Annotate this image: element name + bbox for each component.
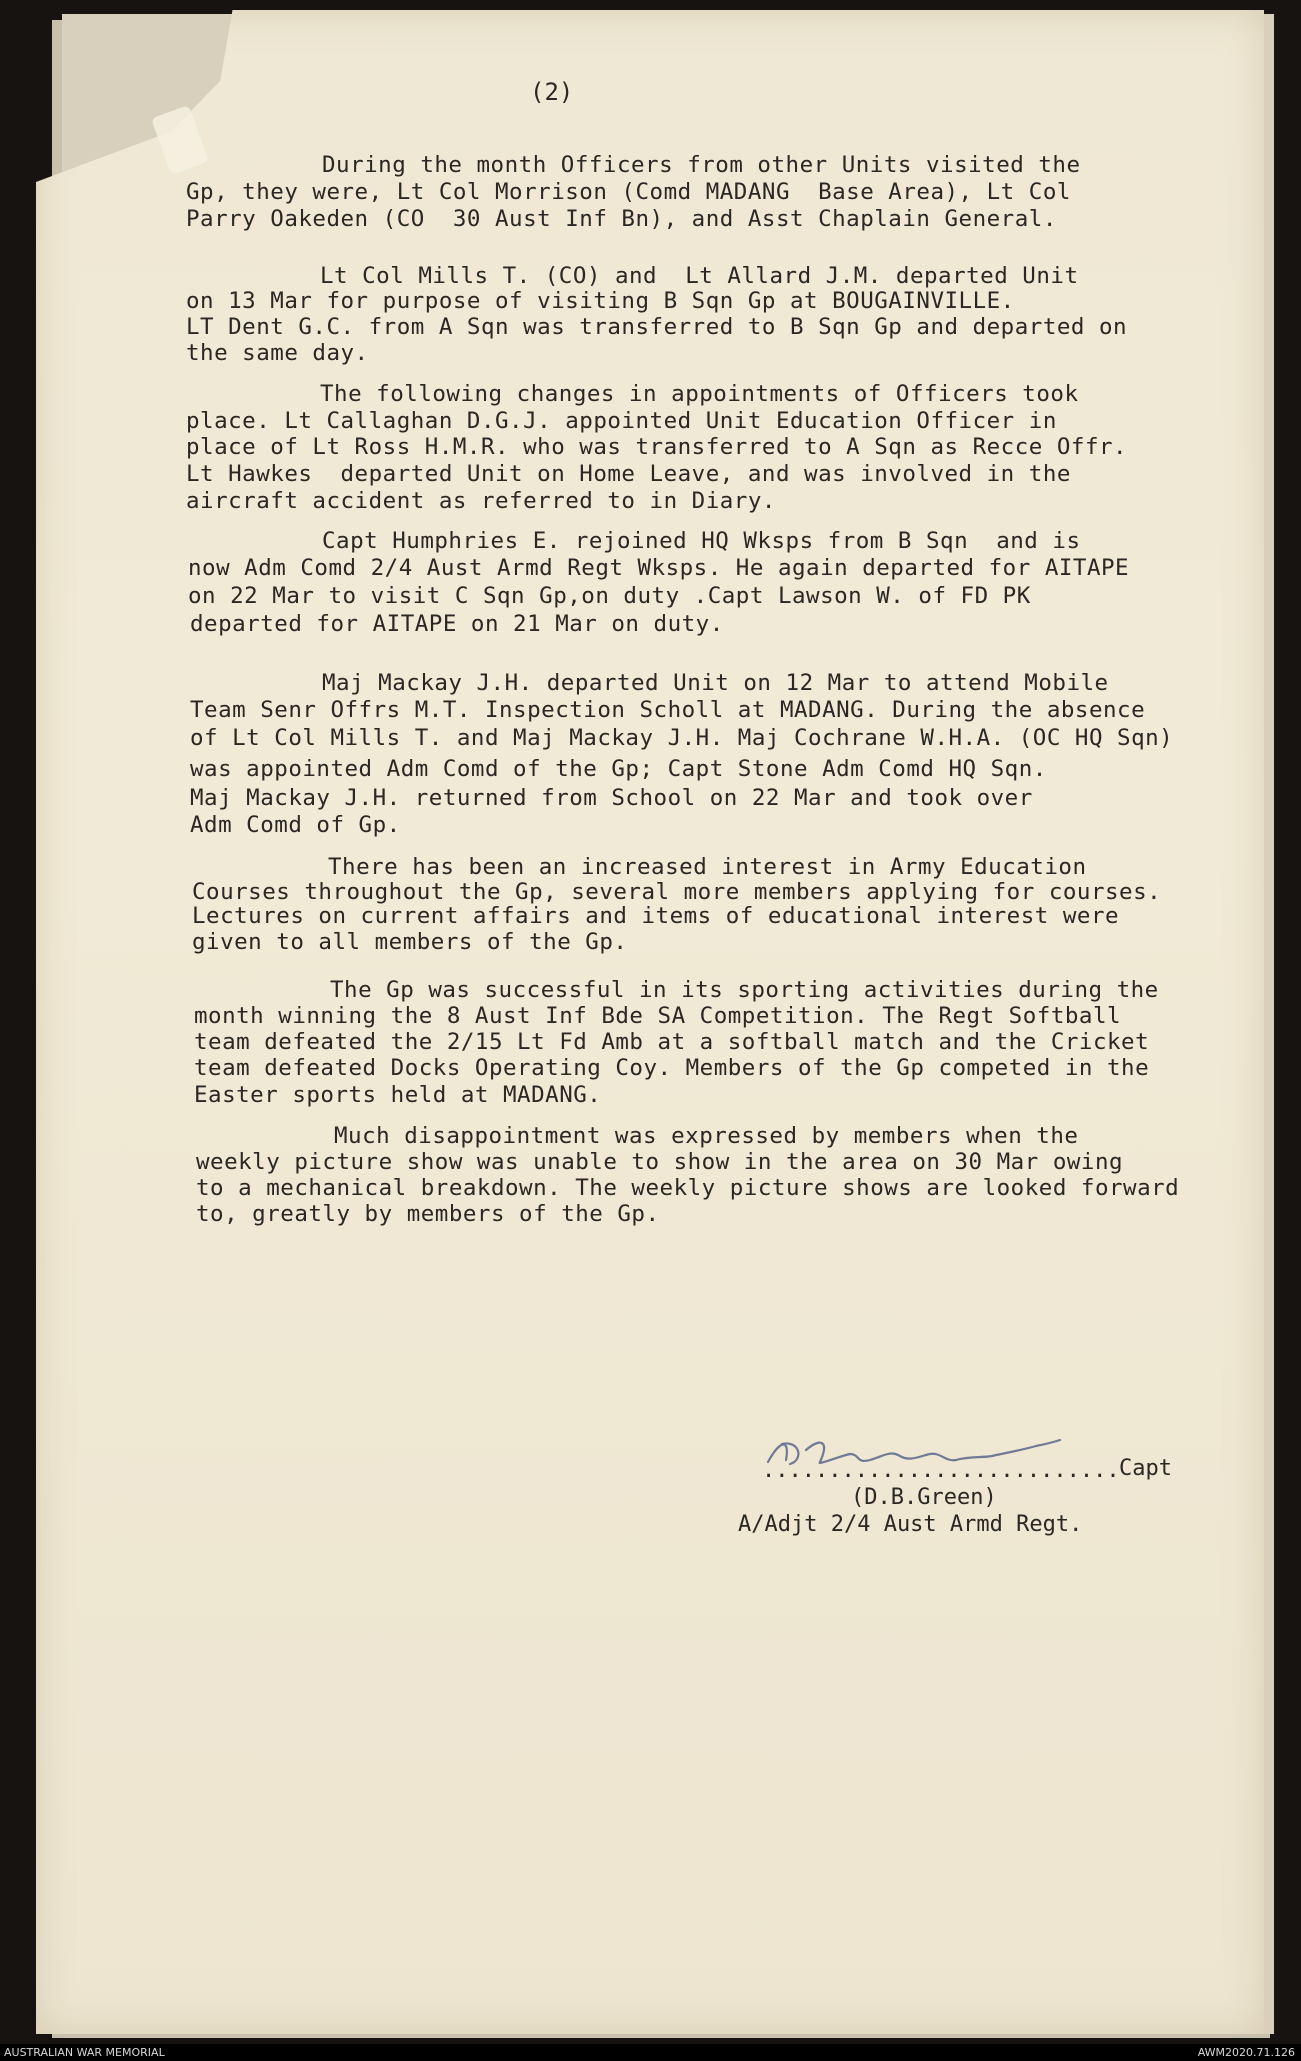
signature-line: ........................... (762, 1458, 1120, 1483)
text-line: was appointed Adm Comd of the Gp; Capt Stone Adm Comd HQ Sqn. (190, 756, 1047, 782)
text-line: Gp, they were, Lt Col Morrison (Comd MADANG Base Area), Lt Col (186, 179, 1071, 205)
text-line: now Adm Comd 2/4 Aust Armd Regt Wksps. He again departed for AITAPE (188, 555, 1130, 581)
text-line: Much disappointment was expressed by members when the (334, 1123, 1079, 1149)
archive-name: AUSTRALIAN WAR MEMORIAL (4, 2046, 165, 2059)
text-line: place. Lt Callaghan D.G.J. appointed Unit Education Officer in (186, 408, 1057, 434)
text-line: the same day. (186, 340, 369, 366)
text-line: The Gp was successful in its sporting activities during the (330, 977, 1159, 1003)
text-line: During the month Officers from other Units visited the (322, 152, 1081, 178)
archive-footer (0, 2044, 1301, 2061)
text-line: The following changes in appointments of Officers took (320, 381, 1079, 407)
text-line: departed for AITAPE on 21 Mar on duty. (190, 611, 724, 637)
text-line: given to all members of the Gp. (192, 929, 628, 955)
text-line: team defeated the 2/15 Lt Fd Amb at a softball match and the Cricket (194, 1029, 1150, 1055)
text-line: to, greatly by members of the Gp. (196, 1201, 660, 1227)
text-line: on 13 Mar for purpose of visiting B Sqn Gp at BOUGAINVILLE. (186, 288, 1015, 314)
signatory-role: A/Adjt 2/4 Aust Armd Regt. (738, 1512, 1083, 1537)
text-line: month winning the 8 Aust Inf Bde SA Competition. The Regt Softball (194, 1003, 1122, 1029)
text-line: on 22 Mar to visit C Sqn Gp,on duty .Capt Lawson W. of FD PK (188, 583, 1031, 609)
text-line: weekly picture show was unable to show in the area on 30 Mar owing (196, 1149, 1124, 1175)
text-line: There has been an increased interest in Army Education (328, 854, 1087, 880)
text-line: Courses throughout the Gp, several more members applying for courses. (192, 879, 1162, 905)
page-number: (2) (530, 78, 574, 106)
text-line: Lectures on current affairs and items of educational interest were (192, 903, 1120, 929)
text-line: Parry Oakeden (CO 30 Aust Inf Bn), and Asst Chaplain General. (186, 206, 1057, 232)
text-line: of Lt Col Mills T. and Maj Mackay J.H. Maj Cochrane W.H.A. (OC HQ Sqn) (190, 725, 1174, 751)
archive-reference: AWM2020.71.126 (1197, 2046, 1295, 2059)
text-line: LT Dent G.C. from A Sqn was transferred to B Sqn Gp and departed on (186, 314, 1128, 340)
text-line: Easter sports held at MADANG. (194, 1082, 602, 1108)
text-line: Team Senr Offrs M.T. Inspection Scholl at MADANG. During the absence (190, 697, 1146, 723)
signature-rank: Capt (1119, 1456, 1172, 1481)
text-line: place of Lt Ross H.M.R. who was transferred to A Sqn as Recce Offr. (186, 434, 1128, 460)
text-line: Adm Comd of Gp. (190, 812, 401, 838)
text-line: team defeated Docks Operating Coy. Members of the Gp competed in the (194, 1055, 1150, 1081)
signatory-name: (D.B.Green) (851, 1485, 997, 1510)
text-line: Maj Mackay J.H. departed Unit on 12 Mar to attend Mobile (322, 670, 1109, 696)
text-line: Capt Humphries E. rejoined HQ Wksps from B Sqn and is (322, 528, 1081, 554)
text-line: aircraft accident as referred to in Diary. (186, 488, 776, 514)
text-line: Maj Mackay J.H. returned from School on 22 Mar and took over (190, 785, 1033, 811)
text-line: Lt Col Mills T. (CO) and Lt Allard J.M. departed Unit (320, 263, 1079, 289)
text-line: to a mechanical breakdown. The weekly picture shows are looked forward (196, 1175, 1180, 1201)
text-line: Lt Hawkes departed Unit on Home Leave, and was involved in the (186, 461, 1071, 487)
